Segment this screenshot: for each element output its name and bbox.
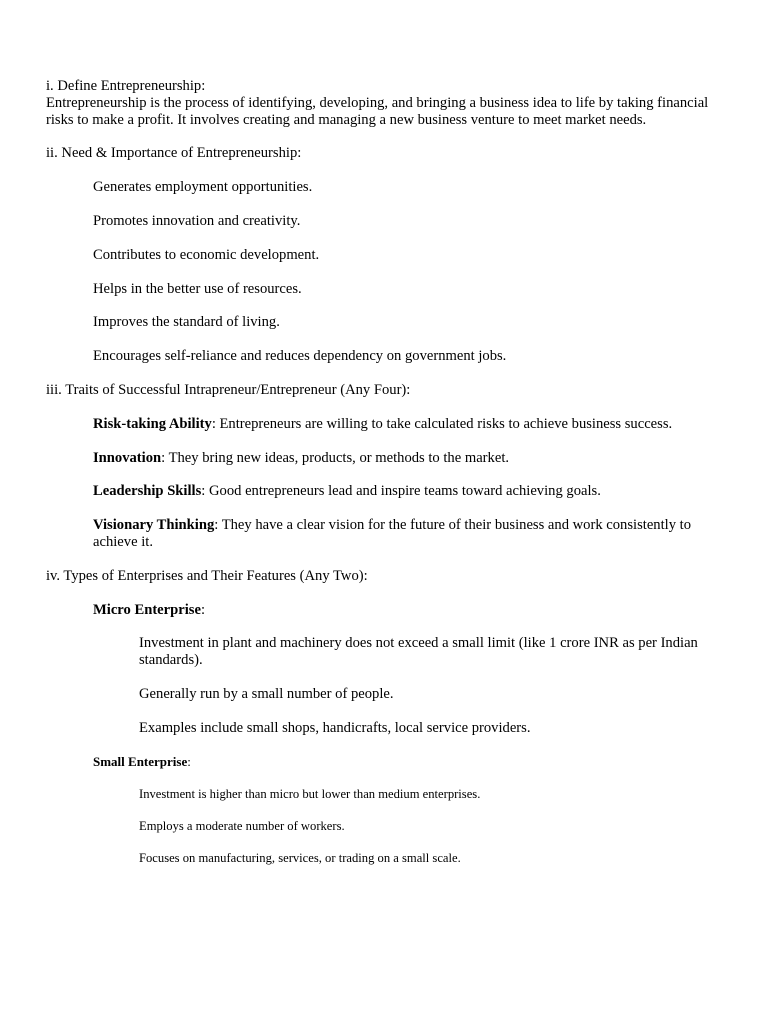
trait-desc: : They bring new ideas, products, or methods to the market. [161, 449, 510, 466]
section-define-title: i. Define Entrepreneurship: [46, 78, 206, 94]
enterprise-colon: : [187, 753, 191, 769]
section-need-title: ii. Need & Importance of Entrepreneurship: [46, 145, 302, 162]
small-enterprise-heading [93, 754, 726, 769]
small-feature: Focuses on manufacturing, services, or trading on a small scale. [139, 850, 461, 865]
section-traits-title: iii. Traits of Successful Intrapreneur/Entrepreneur (Any Four): [46, 381, 411, 398]
trait-name: Risk-taking Ability [93, 415, 212, 432]
trait-item [93, 517, 723, 551]
trait-name: Innovation [93, 449, 162, 466]
trait-name: Visionary Thinking [93, 517, 215, 534]
small-enterprise-block [46, 754, 726, 866]
trait-desc: : They have a clear vision for the future of their business and work consistently to achieve it. [93, 517, 692, 550]
micro-feature: Investment in plant and machinery does not exceed a small limit (like 1 crore INR as per Indian standards). [139, 635, 698, 669]
enterprise-name: Micro Enterprise [93, 601, 201, 618]
need-item: Contributes to economic development. [93, 246, 320, 263]
section-types-title: iv. Types of Enterprises and Their Features (Any Two): [46, 567, 368, 584]
micro-feature: Examples include small shops, handicrafts, local service providers. [139, 719, 531, 736]
small-feature: Investment is higher than micro but lower than medium enterprises. [139, 786, 481, 801]
trait-name: Leadership Skills [93, 483, 202, 500]
entrepreneurship-definition: Entrepreneurship is the process of identifying, developing, and bringing a business idea to life by taking financial risks to make a profit. It involves creating and managing a new business venture to meet market needs. [46, 94, 709, 128]
need-item: Improves the standard of living. [93, 314, 280, 331]
small-feature: Employs a moderate number of workers. [139, 818, 345, 833]
trait-item [93, 416, 723, 433]
need-item: Encourages self-reliance and reduces dependency on government jobs. [93, 348, 507, 365]
trait-desc: : Entrepreneurs are willing to take calculated risks to achieve business success. [211, 415, 673, 432]
trait-item [93, 450, 723, 467]
trait-desc: : Good entrepreneurs lead and inspire teams toward achieving goals. [201, 483, 601, 500]
document-page [46, 78, 726, 883]
micro-feature: Generally run by a small number of people. [139, 685, 394, 702]
enterprise-colon: : [200, 601, 205, 618]
need-item: Promotes innovation and creativity. [93, 212, 301, 229]
need-item: Helps in the better use of resources. [93, 280, 302, 297]
enterprise-name: Small Enterprise [93, 753, 188, 769]
need-item: Generates employment opportunities. [93, 179, 313, 196]
micro-enterprise-heading [93, 602, 723, 619]
trait-item [93, 483, 723, 500]
